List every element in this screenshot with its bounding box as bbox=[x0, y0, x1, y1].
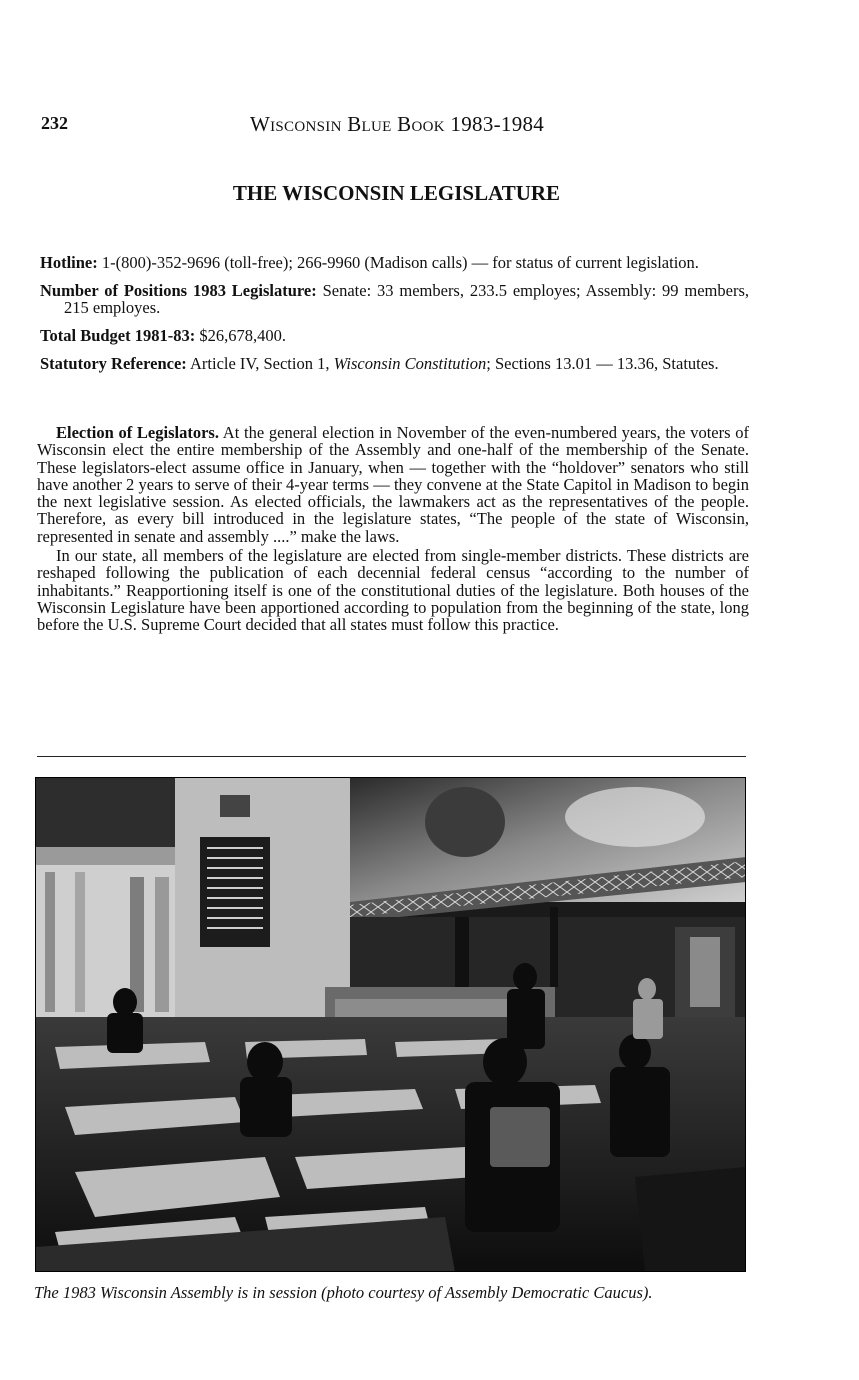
positions-value: Senate: 33 members, 233.5 employes; Assembly: 99 members, 215 employes. bbox=[64, 281, 749, 317]
election-paragraph-text: At the general election in November of the even-numbered years, the voters of Wisconsin elect the entire membership of the Assembly and one-half of the membership of the Senate. These legislators-elect assume office in January, when — together with the “holdover” senators who still have another 2 years to serve of their 4-year terms — they convene at the State Capitol in Madison to begin the next legislative session. As elected officials, the lawmakers act as the representatives of the people. Therefore, as every bill introduced in the legislature states, “The people of the state of Wisconsin, represented in senate and assembly ....” make the laws. bbox=[37, 423, 749, 546]
page-number: 232 bbox=[41, 113, 68, 133]
assembly-photo bbox=[35, 777, 746, 1272]
statutory-value-italic: Wisconsin Constitution bbox=[333, 354, 487, 373]
hotline-value: 1-(800)-352-9696 (toll-free); 266-9960 (Madison calls) — for status of current legislation. bbox=[101, 253, 699, 272]
districts-paragraph: In our state, all members of the legislature are elected from single-member districts. These districts are reshaped following the publication of each decennial federal census “according to the number of inhabitants.” Reapportioning itself is one of the constitutional duties of the legislature. Both houses of the Wisconsin Legislature have been apportioned according to population from the beginning of the state, long before the U.S. Supreme Court decided that all states must follow this practice. bbox=[37, 546, 749, 635]
fact-block bbox=[40, 254, 749, 383]
budget-label: Total Budget 1981-83: bbox=[40, 326, 196, 345]
body-text bbox=[37, 424, 749, 636]
budget-entry bbox=[40, 327, 749, 344]
statutory-entry bbox=[40, 355, 749, 372]
election-paragraph bbox=[37, 424, 749, 545]
section-title: THE WISCONSIN LEGISLATURE bbox=[232, 181, 561, 205]
photo-caption: The 1983 Wisconsin Assembly is in session (photo courtesy of Assembly Democratic Caucus). bbox=[34, 1283, 653, 1302]
statutory-value-after: ; Sections 13.01 — 13.36, Statutes. bbox=[486, 354, 719, 373]
statutory-label: Statutory Reference: bbox=[40, 354, 187, 373]
hotline-label: Hotline: bbox=[40, 253, 98, 272]
running-title: Wisconsin Blue Book 1983-1984 bbox=[250, 112, 545, 136]
horizontal-rule bbox=[37, 756, 746, 757]
statutory-value-before: Article IV, Section 1, bbox=[189, 354, 330, 373]
positions-label: Number of Positions 1983 Legislature: bbox=[40, 281, 317, 300]
hotline-entry bbox=[40, 254, 749, 271]
positions-entry bbox=[40, 282, 749, 316]
election-run-in-heading: Election of Legislators. bbox=[56, 423, 219, 442]
budget-value: $26,678,400. bbox=[199, 326, 286, 345]
